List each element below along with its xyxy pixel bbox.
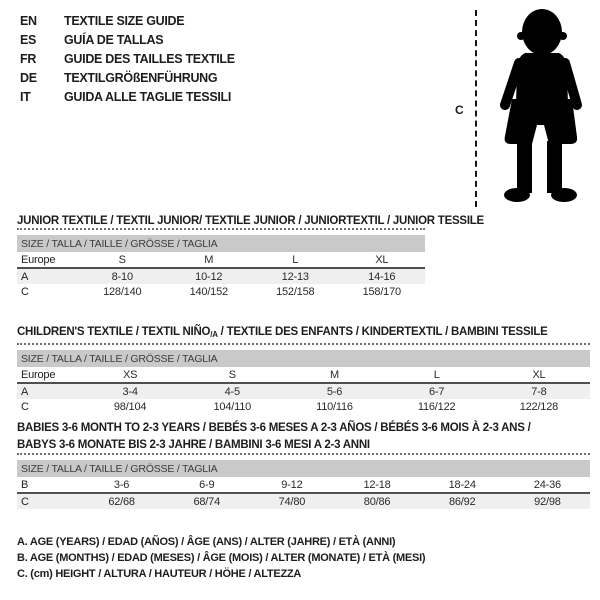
table-row [17, 268, 425, 284]
table-row [17, 252, 425, 268]
size-header-label: SIZE / TALLA / TAILLE / GRÖSSE / TAGLIA [17, 460, 590, 477]
size-value-cell: 68/74 [193, 495, 220, 508]
language-title: TEXTILGRÖßENFÜHRUNG [64, 71, 218, 85]
junior-textile-table [17, 228, 425, 300]
table-row [17, 383, 590, 399]
size-value-cell: 24-36 [533, 478, 561, 491]
language-code: IT [20, 90, 31, 104]
language-title-list [20, 12, 235, 107]
row-label-cell: A [21, 270, 29, 283]
size-value-cell: 6-7 [429, 385, 445, 398]
childrens-textile-title [17, 325, 592, 342]
size-value-cell: 3-4 [122, 385, 138, 398]
size-value-cell: 128/140 [103, 286, 142, 298]
table-row [17, 493, 590, 509]
language-row-es [20, 31, 235, 50]
row-label-cell: C [21, 495, 29, 508]
dotted-divider [17, 453, 590, 455]
baby-silhouette-image [487, 5, 592, 210]
row-label-cell: C [21, 286, 29, 298]
size-value-cell: 7-8 [531, 385, 547, 398]
size-value-cell: S [118, 253, 126, 266]
row-label-cell: Europe [21, 368, 56, 381]
language-code: FR [20, 52, 37, 66]
language-row-it [20, 88, 235, 107]
size-value-cell: 80/86 [363, 495, 391, 508]
size-value-cell: 14-16 [368, 270, 396, 283]
size-header-label: SIZE / TALLA / TAILLE / GRÖSSE / TAGLIA [17, 350, 590, 367]
height-measure-label: C [455, 103, 464, 117]
size-value-cell: 3-6 [113, 478, 130, 491]
language-row-de [20, 69, 235, 88]
height-measure-dashed-line [475, 10, 477, 207]
legend-age-months: B. AGE (MONTHS) / EDAD (MESES) / ÂGE (MOIS) / ALTER (MONATE) / ETÀ (MESI) [17, 552, 426, 564]
table-row [17, 477, 590, 493]
size-value-cell: M [329, 368, 339, 381]
size-value-cell: 12-18 [363, 478, 391, 491]
size-value-cell: L [292, 253, 299, 266]
language-title: GUIDE DES TAILLES TEXTILE [64, 52, 235, 66]
title-text: BABIES 3-6 MONTH TO 2-3 YEARS / BEBÉS 3-6 MESES A 2-3 AÑOS / BÉBÉS 3-6 MOIS À 2-3 ANS / [17, 422, 531, 434]
size-value-cell: 18-24 [448, 478, 476, 491]
size-value-cell: 62/68 [108, 495, 135, 508]
size-value-cell: 6-9 [199, 478, 215, 491]
childrens-textile-table [17, 343, 590, 415]
measurement-legend [17, 534, 425, 582]
size-value-cell: 86/92 [448, 495, 476, 508]
size-value-cell: 4-5 [224, 385, 240, 398]
table-row [17, 284, 425, 300]
size-value-cell: 12-13 [281, 270, 309, 283]
table-row [17, 399, 590, 415]
row-label-cell: Europe [21, 253, 56, 266]
babies-textile-title [17, 421, 592, 452]
title-text: JUNIOR TEXTILE / TEXTIL JUNIOR/ TEXTILE JUNIOR / JUNIORTEXTIL / JUNIOR TESSILE [17, 215, 484, 227]
size-value-cell: XL [375, 253, 389, 266]
language-title: GUIDA ALLE TAGLIE TESSILI [64, 90, 232, 104]
size-value-cell: 74/80 [278, 495, 306, 508]
size-header-row [17, 460, 590, 477]
size-value-cell: M [204, 253, 214, 266]
size-value-cell: 116/122 [417, 401, 456, 413]
size-value-cell: 122/128 [519, 401, 559, 413]
size-value-cell: 10-12 [195, 270, 223, 283]
title-subscript: /A [210, 330, 218, 339]
size-value-cell: XL [532, 368, 546, 381]
language-code: DE [20, 71, 37, 85]
language-row-en [20, 12, 235, 31]
language-row-fr [20, 50, 235, 69]
size-header-label: SIZE / TALLA / TAILLE / GRÖSSE / TAGLIA [17, 235, 425, 252]
size-value-cell: 104/110 [213, 401, 252, 413]
row-label-cell: B [21, 478, 29, 491]
size-value-cell: 110/116 [316, 401, 353, 413]
dotted-divider [17, 228, 425, 230]
size-header-row [17, 350, 590, 367]
size-value-cell: 158/170 [362, 286, 401, 298]
size-value-cell: 92/98 [534, 495, 561, 508]
language-title: GUÍA DE TALLAS [64, 33, 164, 47]
size-header-row [17, 235, 425, 252]
title-text: CHILDREN'S TEXTILE / TEXTIL NIÑO [17, 326, 211, 338]
size-value-cell: 98/104 [113, 401, 147, 413]
title-text: / TEXTILE DES ENFANTS / KINDERTEXTIL / BAMBINI TESSILE [217, 326, 548, 338]
legend-height-cm: C. (cm) HEIGHT / ALTURA / HAUTEUR / HÖHE / ALTEZZA [17, 568, 302, 580]
size-value-cell: 5-6 [326, 385, 343, 398]
size-value-cell: 8-10 [111, 270, 133, 283]
language-code: EN [20, 14, 37, 28]
size-value-cell: 152/158 [276, 286, 315, 298]
size-value-cell: L [433, 368, 440, 381]
size-value-cell: XS [122, 368, 138, 381]
babies-textile-table [17, 453, 590, 509]
table-row [17, 367, 590, 383]
title-line2: BABYS 3-6 MONATE BIS 2-3 JAHRE / BAMBINI 3-6 MESI A 2-3 ANNI [17, 439, 370, 451]
size-value-cell: 140/152 [189, 286, 228, 298]
legend-age-years: A. AGE (YEARS) / EDAD (AÑOS) / ÂGE (ANS) / ALTER (JAHRE) / ETÀ (ANNI) [17, 536, 396, 548]
size-value-cell: 9-12 [281, 478, 303, 491]
row-label-cell: C [21, 401, 29, 413]
language-title: TEXTILE SIZE GUIDE [64, 14, 185, 28]
size-value-cell: S [228, 368, 236, 381]
language-code: ES [20, 33, 37, 47]
row-label-cell: A [21, 385, 29, 398]
dotted-divider [17, 343, 590, 345]
